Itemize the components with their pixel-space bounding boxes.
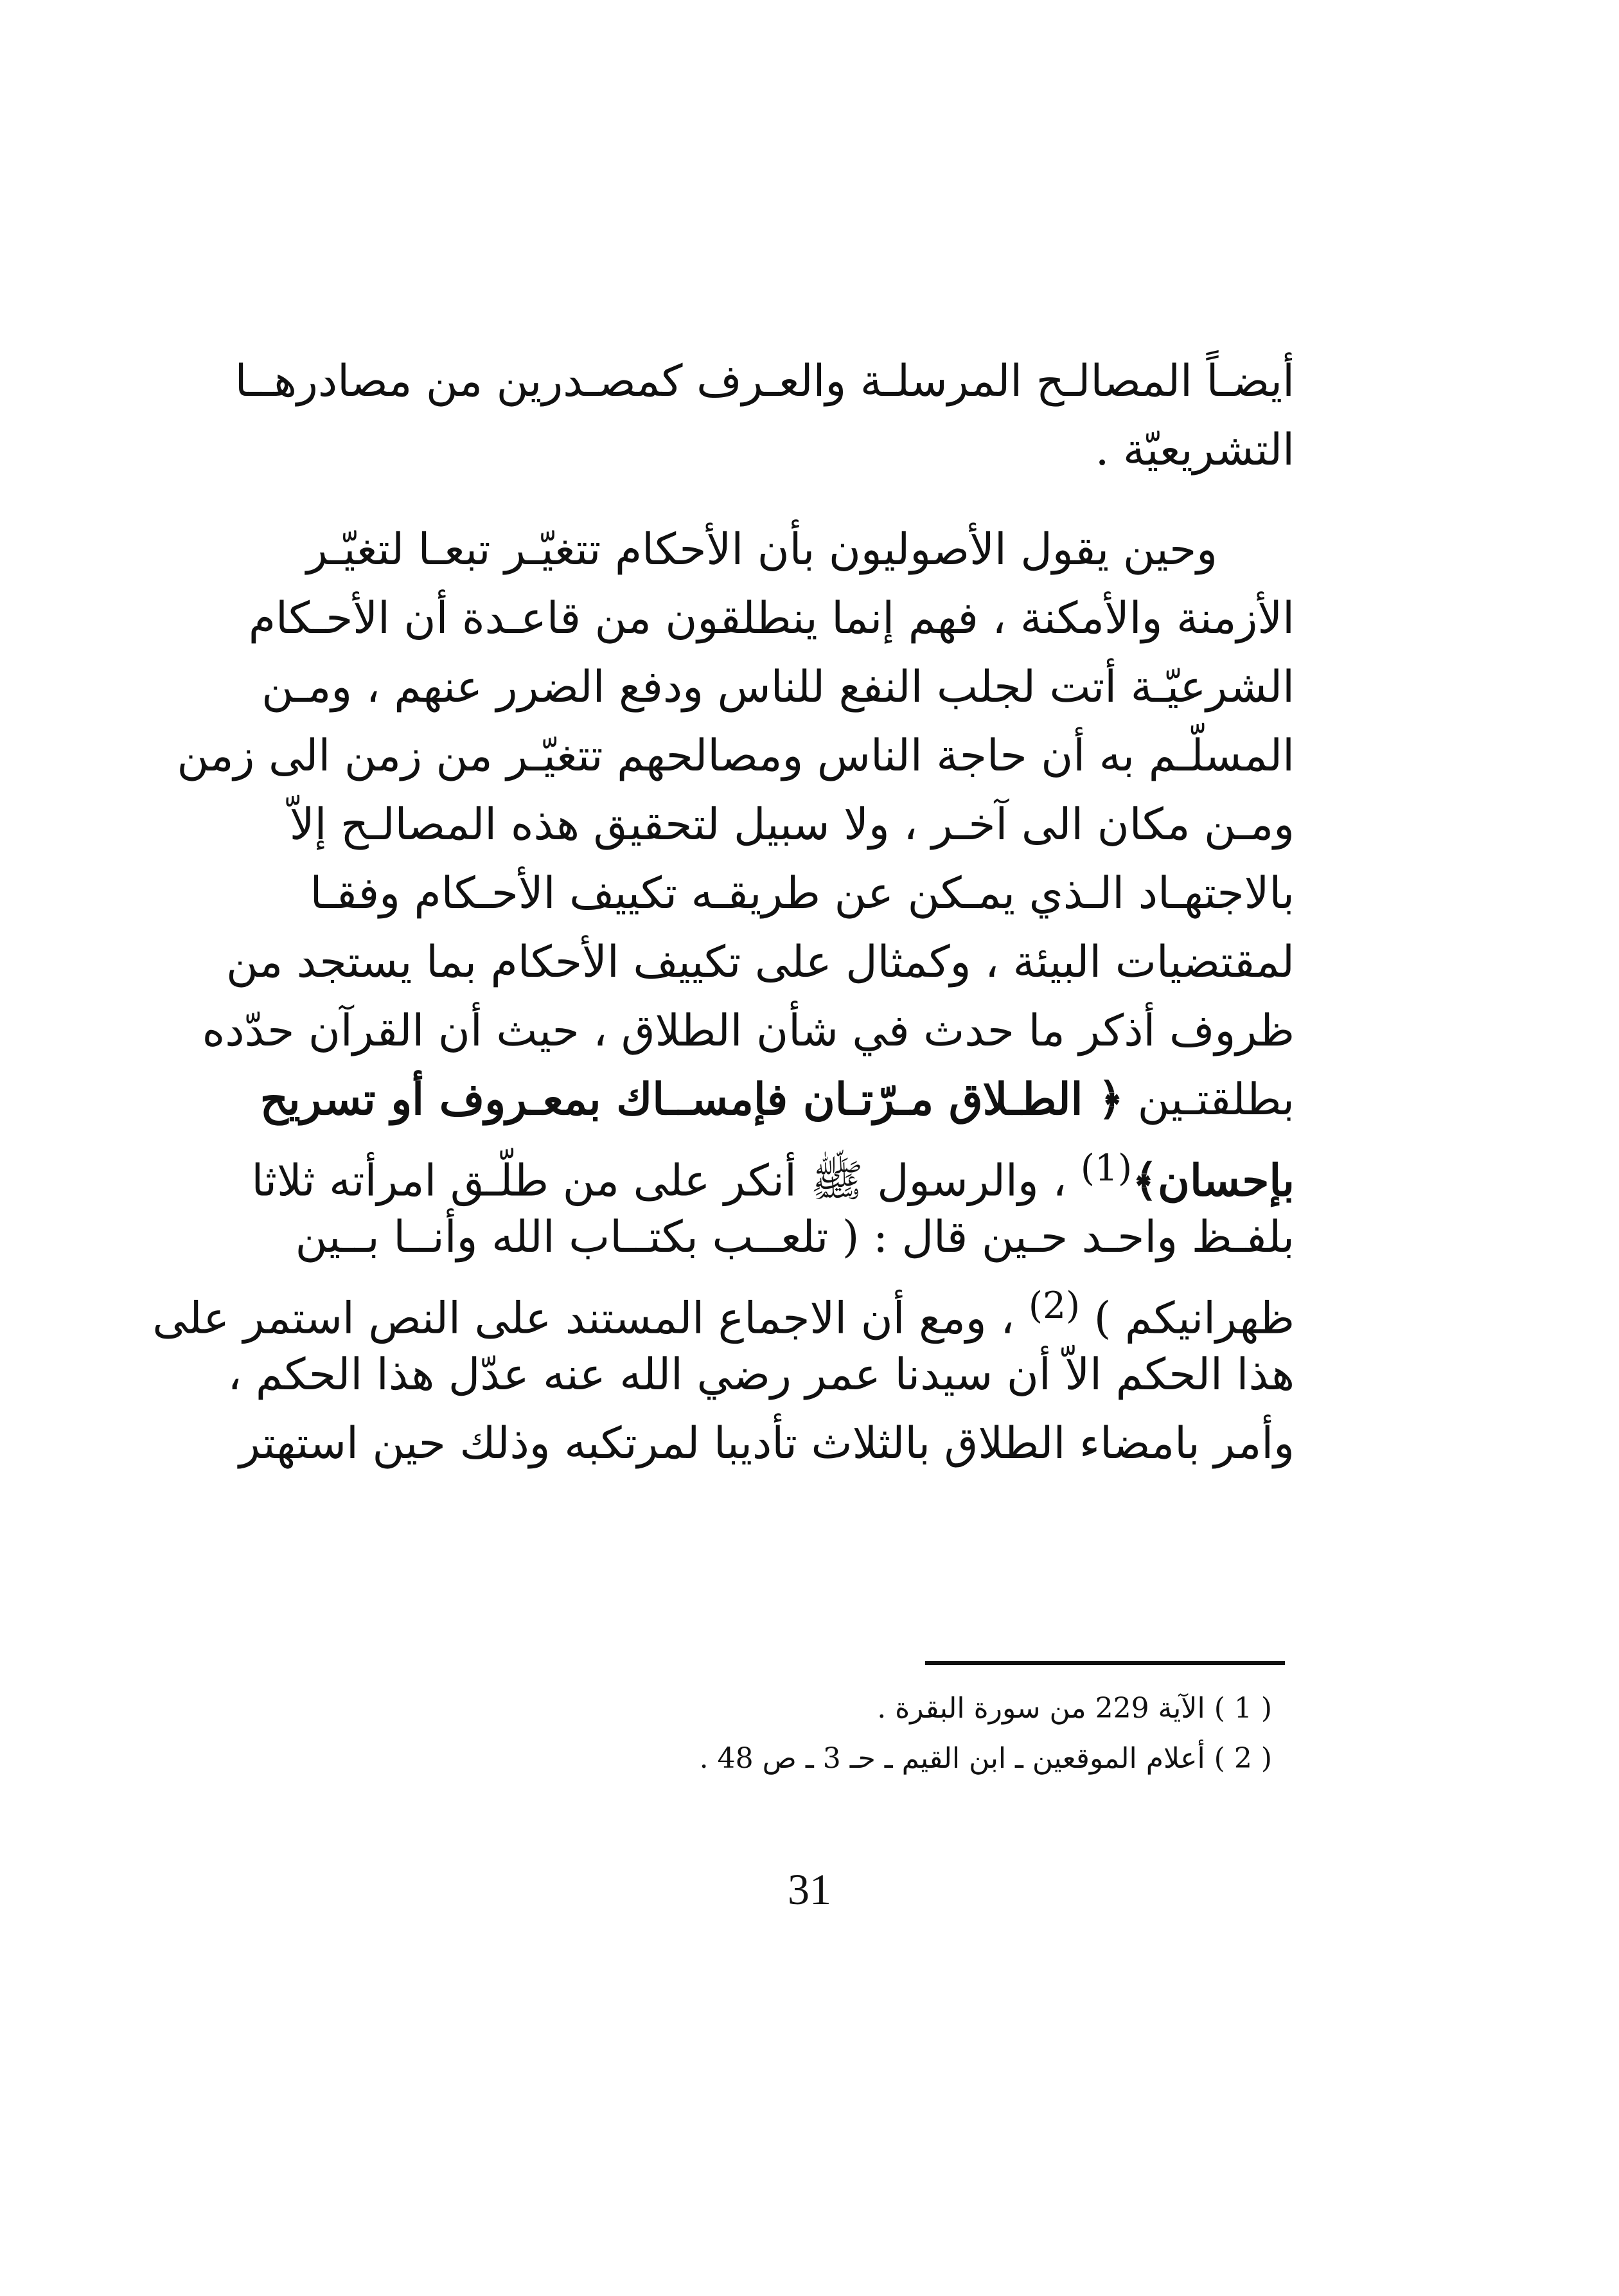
text-line-15: هذا الحكم الاّ أن سيدنا عمر رضي الله عنه عدّل هذا الحكم ، [227,1349,1295,1400]
main-text [152,347,1295,1478]
text-line-14-rest: ، ومع أن الاجماع المستند على النص استمر على [152,1293,1015,1344]
text-line-12-rest: ، والرسول ﷺ أنكر على من طلّـق امرأته ثلاثا [251,1155,1067,1207]
quran-quote-part-2: بإحسان﴾ [1132,1155,1295,1207]
footnote-ref-1: (1) [1080,1147,1133,1189]
text-line-3: وحين يقول الأصوليون بأن الأحكام تتغيّـر تبعـا لتغيّـر [306,524,1217,575]
footnote-1: ( 1 ) الآية 229 من سورة البقرة . [877,1692,1272,1725]
text-line-14-start: ظهرانيكم ) [1093,1293,1295,1344]
text-line-9: لمقتضيات البيئة ، وكمثال على تكييف الأحكام بما يستجد من [226,937,1295,988]
footnotes [357,1684,1272,1784]
footnote-separator [925,1661,1285,1665]
quran-quote-part-1: ﴿ الطـلاق مـرّتـان فإمســاك بمعـروف أو تسريح [260,1074,1124,1125]
text-line-1: أيضـاً المصالـح المرسلـة والعـرف كمصـدرين من مصادرهــا [234,356,1295,407]
text-line-11 [260,1065,1295,1134]
text-line-5: الشرعيّـة أتت لجلب النفع للناس ودفع الضرر عنهم ، ومـن [261,662,1295,713]
text-line-14 [152,1272,1295,1344]
text-line-7: ومـن مكان الى آخـر ، ولا سبيل لتحقيق هذه المصالـح إلاّ [289,799,1295,850]
text-line-6: المسلّـم به أن حاجة الناس ومصالحهم تتغيّـر من زمن الى زمن [177,731,1295,781]
footnote-2: ( 2 ) أعلام الموقعين ـ ابن القيم ـ حـ 3 ـ ص 48 . [699,1742,1272,1775]
footnote-ref-2: (2) [1028,1285,1081,1327]
text-line-11-prefix: بطلقتـين [1137,1074,1295,1125]
text-line-10: ظروف أذكر ما حدث في شأن الطلاق ، حيث أن القرآن حدّده [202,1006,1295,1056]
page-number: 31 [788,1865,831,1914]
text-line-8: بالاجتهـاد الـذي يمـكن عن طريقـه تكييف الأحـكام وفقـا [310,868,1295,919]
text-line-13: بلفـظ واحـد حـين قال : ( تلعــب بكتــاب الله وأنــا بــين [295,1212,1295,1263]
text-line-16: وأمر بامضاء الطلاق بالثلاث تأديبا لمرتكبه وذلك حين استهتر [239,1418,1295,1469]
text-line-2: التشريعيّة . [1095,425,1295,476]
text-line-12 [251,1134,1295,1207]
text-line-4: الأزمنة والأمكنة ، فهم إنما ينطلقون من قاعـدة أن الأحـكام [248,593,1295,644]
